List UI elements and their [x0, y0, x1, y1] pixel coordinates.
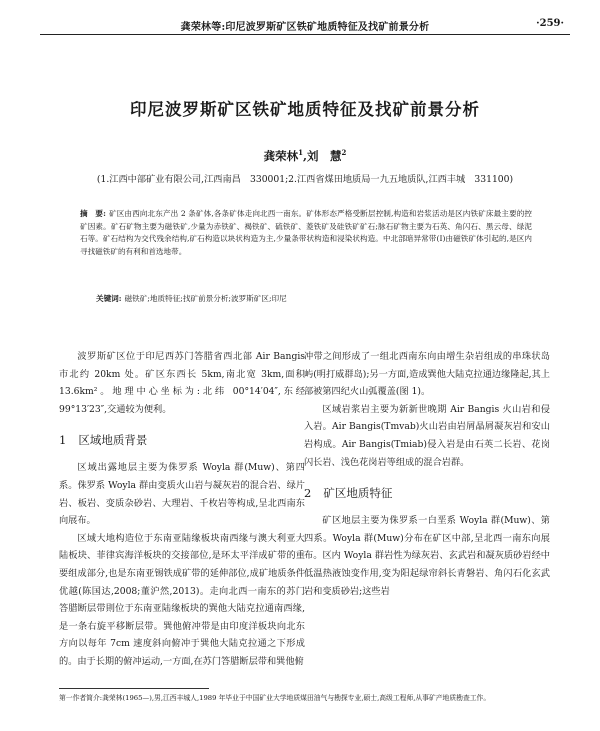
keywords [96, 293, 536, 306]
page-number: ·259· [536, 18, 564, 29]
keywords-text: 磁铁矿;地质特征;找矿前景分析;波罗斯矿区;印尼 [124, 294, 287, 303]
section-2-title: 矿区地质特征 [323, 486, 393, 501]
running-head [40, 18, 570, 35]
left-column [59, 348, 305, 671]
author-separator: , [302, 149, 307, 163]
section-1-paragraph-2-continued: 冲带之间形成了一组北西南东向由增生杂岩组成的串珠状岛屿(明打威群岛);另一方面,造成巽他大陆克拉通边缘隆起,其上部被第四纪火山弧覆盖(图 1)。 [304, 351, 550, 398]
article-title: 印尼波罗斯矿区铁矿地质特征及找矿前景分析 [130, 100, 480, 119]
intro-paragraph: 波罗斯矿区位于印尼西苏门答腊省西北部 Air Bangis 市北约 20km 处。矿区东西长 5km,南北宽 3km,面积 13.6km²。地理中心坐标为:北纬 00°14′04″,东经 99°13′23″,交通较为便利。 [59, 351, 305, 415]
section-1-paragraph-2: 区域大地构造位于东南亚陆缘板块南西缘与澳大利亚大陆板块、菲律宾海洋板块的交接部位,是环太平洋成矿带的重要组成部分,也是东南亚锡铁成矿带的延伸部位,成矿地质条件优越(陈国达,2008;董沪然,2013)。走向北西一南东的苏门答腊断层带則位于东南亚陆缘板块的巽他大陆克拉通南西缘,是一条右旋平移断层带。巽他俯冲带是由印度洋板块向北东方向以每年 7cm 速度斜向俯冲于巽他大陆克拉通之下形成的。由于长期的俯冲运动,一方面,在苏门答腊断层带和巽他俯 [59, 532, 305, 667]
author-1: 龚荣林 [263, 149, 299, 163]
author-footnote: 第一作者简介:龚荣林(1965—),男,江西丰城人,1989 年毕业于中国矿业大学地质煤田油气与勘探专业,硕士,高级工程师,从事矿产地质勘查工作。 [59, 694, 491, 702]
author-2-affiliation-mark: 2 [341, 148, 347, 158]
section-1-heading [59, 430, 305, 450]
right-column [304, 348, 550, 600]
abstract-label: 摘 要: [80, 209, 106, 218]
affiliation: (1.江西中部矿业有限公司,江西南昌 330001;2.江西省煤田地质局一九五地质队,江西丰城 331100) [96, 174, 514, 185]
abstract-text: 矿区由西向北东产出 2 条矿体,各条矿体走向北西一南东。矿体形态严格受断层控制,构造和岩浆活动是区内铁矿床最主要的控矿因素。矿石矿物主要为磁铁矿,少量为赤铁矿、褐铁矿、硫铁矿、菱铁矿及硅铁矿矿石;脉石矿物主要为石英、角闪石、黑云母、绿泥石等。矿石结构为交代残余结构,矿石构造以块状构造为主,少量条带状构造和浸染状构造。中北部暗异常带(Ⅰ)由磁铁矿体引起的,是区内寻找磁铁矿的有利和首选地带。 [80, 209, 533, 256]
running-head-title: 龚荣林等:印尼波罗斯矿区铁矿地质特征及找矿前景分析 [180, 22, 430, 33]
abstract [80, 208, 532, 258]
author-line [40, 148, 570, 164]
section-1-paragraph-3: 区域岩浆岩主要为新新世晚期 Air Bangis 火山岩和侵入岩。Air Bangis(Tmvab)火山岩由岩屑晶屑凝灰岩和安山岩构成。Air Bangis(Tmiab)侵入岩是由石英二长岩、花岗闪长岩、浅色花岗岩等组成的混合岩群。 [304, 403, 550, 468]
section-2-paragraph-1: 矿区地层主要为侏罗系一白垩系 Woyla 群(Muw)、第四系。Woyla 群(Muw)分布在矿区中部,呈北西一南东向展布。区内 Woyla 群岩性为绿灰岩、玄武岩和凝灰质砂岩经中低温热液蚀变作用,变为阳起绿帘斜长青磐岩、角闪石化玄武岩和变质砂岩;这些岩 [304, 515, 550, 597]
author-2: 刘 慧 [307, 149, 342, 163]
author-1-affiliation-mark: 1 [298, 148, 303, 158]
section-1-number: 1 [59, 433, 67, 448]
section-2-heading [304, 483, 550, 503]
section-1-title: 区域地质背景 [78, 433, 148, 448]
keywords-label: 关键词: [96, 294, 122, 303]
section-2-number: 2 [304, 486, 312, 501]
footnote-rule [59, 688, 209, 689]
section-1-paragraph-1: 区域出露地层主要为侏罗系 Woyla 群(Muw)、第四系。侏罗系 Woyla 群由变质火山岩与凝灰岩的混合岩、绿片岩、板岩、变质杂砂岩、大理岩、千枚岩等构成,呈北西南东向展布。 [59, 462, 305, 527]
